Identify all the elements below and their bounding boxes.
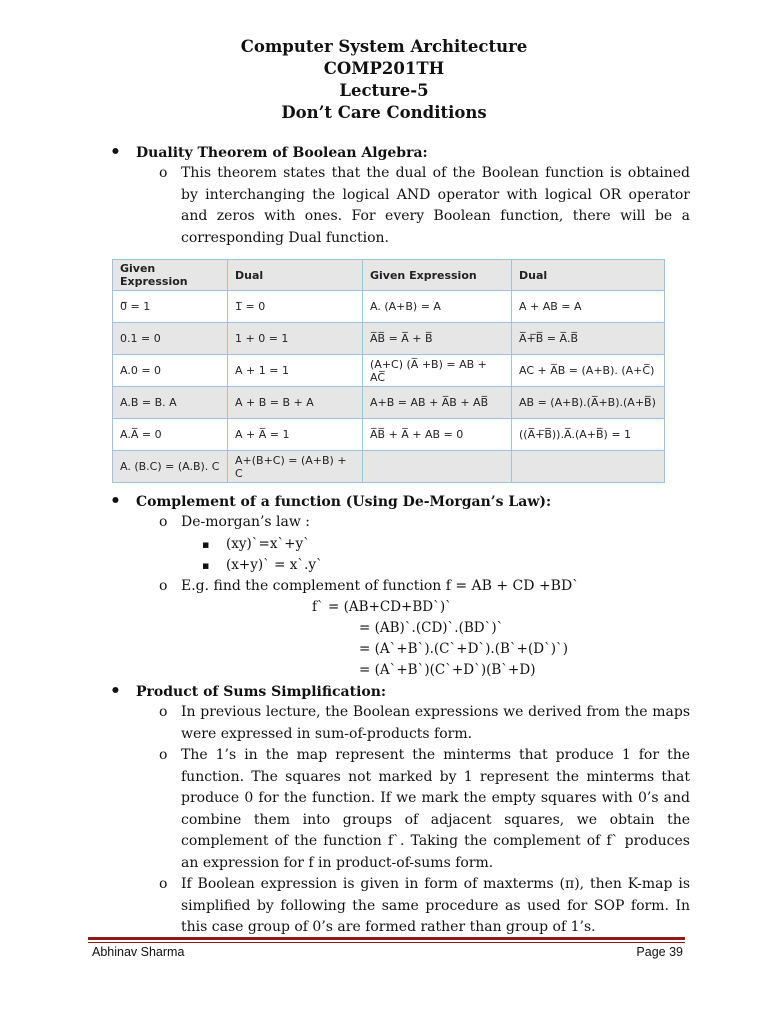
table-cell: A̅B̅ + A̅ + AB = 0 — [363, 419, 512, 451]
equation-step-3: = (A`+B`).(C`+D`).(B`+(D`)`) — [359, 641, 569, 657]
course-code: COMP201TH — [323, 59, 445, 78]
pos-item-1 — [110, 702, 690, 745]
duality-heading: • Duality Theorem of Boolean Algebra: — [110, 143, 690, 163]
table-cell: A + B = B + A — [228, 387, 363, 419]
duality-paragraph — [110, 163, 690, 249]
table-cell: A̅+̅B̅ = A̅.B̅ — [512, 323, 665, 355]
table-cell: AC + A̅B = (A+B). (A+C̅) — [512, 355, 665, 387]
table-cell: 1 + 0 = 1 — [228, 323, 363, 355]
table-cell: ((A̅+̅B̅)).A̅.(A+B̅) = 1 — [512, 419, 665, 451]
circle-bullet-icon: o — [159, 165, 168, 181]
table-row — [113, 355, 665, 387]
table-cell: A + A̅ = 1 — [228, 419, 363, 451]
table-cell: A.0 = 0 — [113, 355, 228, 387]
table-cell: A+(B+C) = (A+B) + C — [228, 451, 363, 483]
table-cell: A + AB = A — [512, 291, 665, 323]
duality-section — [110, 143, 690, 249]
duality-table — [112, 259, 665, 483]
lecture-number: Lecture-5 — [339, 81, 429, 100]
table-cell: A.B = B. A — [113, 387, 228, 419]
example-text: E.g. find the complement of function f = AB + CD +BD` — [181, 577, 580, 594]
table-cell: A. (B.C) = (A.B). C — [113, 451, 228, 483]
table-header: Dual — [512, 260, 665, 291]
pos-item-3 — [110, 874, 690, 939]
page-number: Page 39 — [636, 945, 683, 959]
table-header: Given Expression — [363, 260, 512, 291]
demorgan-label: De-morgan’s law : — [181, 514, 311, 530]
table-row — [113, 387, 665, 419]
demorgan-law-1: ▪ (xy)`=x`+y` — [110, 534, 690, 555]
table-cell: 0.1 = 0 — [113, 323, 228, 355]
pos-text-1: In previous lecture, the Boolean expressions we derived from the maps were expressed in sum-of-products form. — [181, 704, 690, 742]
footer-divider — [88, 937, 685, 940]
table-row — [113, 451, 665, 483]
lecture-topic: Don’t Care Conditions — [281, 103, 487, 122]
circle-bullet-icon: o — [159, 876, 168, 892]
table-cell: A̅B̅ = A̅ + B̅ — [363, 323, 512, 355]
circle-bullet-icon: o — [159, 577, 168, 594]
complement-example — [110, 576, 690, 598]
equation-step-2: = (AB)`.(CD)`.(BD`)` — [359, 620, 504, 636]
table-header: Dual — [228, 260, 363, 291]
table-cell: (A+C) (A̅ +B) = AB + AC̅ — [363, 355, 512, 387]
circle-bullet-icon: o — [159, 704, 168, 720]
equation-step-4: = (A`+B`)(C`+D`)(B`+D) — [359, 662, 536, 678]
footer-divider-thin — [88, 942, 685, 943]
table-header: Given Expression — [113, 260, 228, 291]
pos-text-3: If Boolean expression is given in form of maxterms (π), then K-map is simplified by following the same procedure as used for SOP form. In this case group of 0’s are formed rather than group of 1’s. — [181, 876, 690, 935]
table-cell: 1̅ = 0 — [228, 291, 363, 323]
page-header — [0, 36, 768, 124]
table-cell: AB = (A+B).(A̅+B).(A+B̅) — [512, 387, 665, 419]
demorgan-law-2: ▪ (x+y)` = x`.y` — [110, 555, 690, 576]
equation-step-1: f` = (AB+CD+BD`)` — [312, 599, 452, 615]
complement-heading: • Complement of a function (Using De-Morgan’s Law): — [110, 492, 690, 512]
table-cell: A.A̅ = 0 — [113, 419, 228, 451]
table-row — [113, 291, 665, 323]
table-cell — [363, 451, 512, 483]
table-cell: A. (A+B) = A — [363, 291, 512, 323]
demorgan-item — [110, 512, 690, 534]
table-cell — [512, 451, 665, 483]
table-cell: A+B = AB + A̅B + AB̅ — [363, 387, 512, 419]
circle-bullet-icon: o — [159, 747, 168, 763]
author-name: Abhinav Sharma — [92, 945, 185, 959]
pos-text-2: The 1’s in the map represent the minterms that produce 1 for the function. The squares not marked by 1 represent the minterms that produce 0 for the function. If we mark the empty squares with 0’s and combine them into groups of adjacent squares, we obtain the complement of the function f`. Taking the complement of f` produces an expression for f in product-of-sums form. — [181, 747, 690, 871]
table-row — [113, 323, 665, 355]
pos-section — [110, 682, 690, 939]
pos-heading: • Product of Sums Simplification: — [110, 682, 690, 702]
duality-text: This theorem states that the dual of the Boolean function is obtained by interchanging the logical AND operator with logical OR operator and zeros with ones. For every Boolean function, there will be a corresponding Dual function. — [181, 165, 690, 246]
pos-item-2 — [110, 745, 690, 874]
table-row — [113, 419, 665, 451]
course-title: Computer System Architecture — [240, 37, 528, 56]
circle-bullet-icon: o — [159, 514, 168, 530]
table-cell: A + 1 = 1 — [228, 355, 363, 387]
table-cell: 0̅ = 1 — [113, 291, 228, 323]
table-header-row — [113, 260, 665, 291]
complement-section — [110, 492, 690, 681]
